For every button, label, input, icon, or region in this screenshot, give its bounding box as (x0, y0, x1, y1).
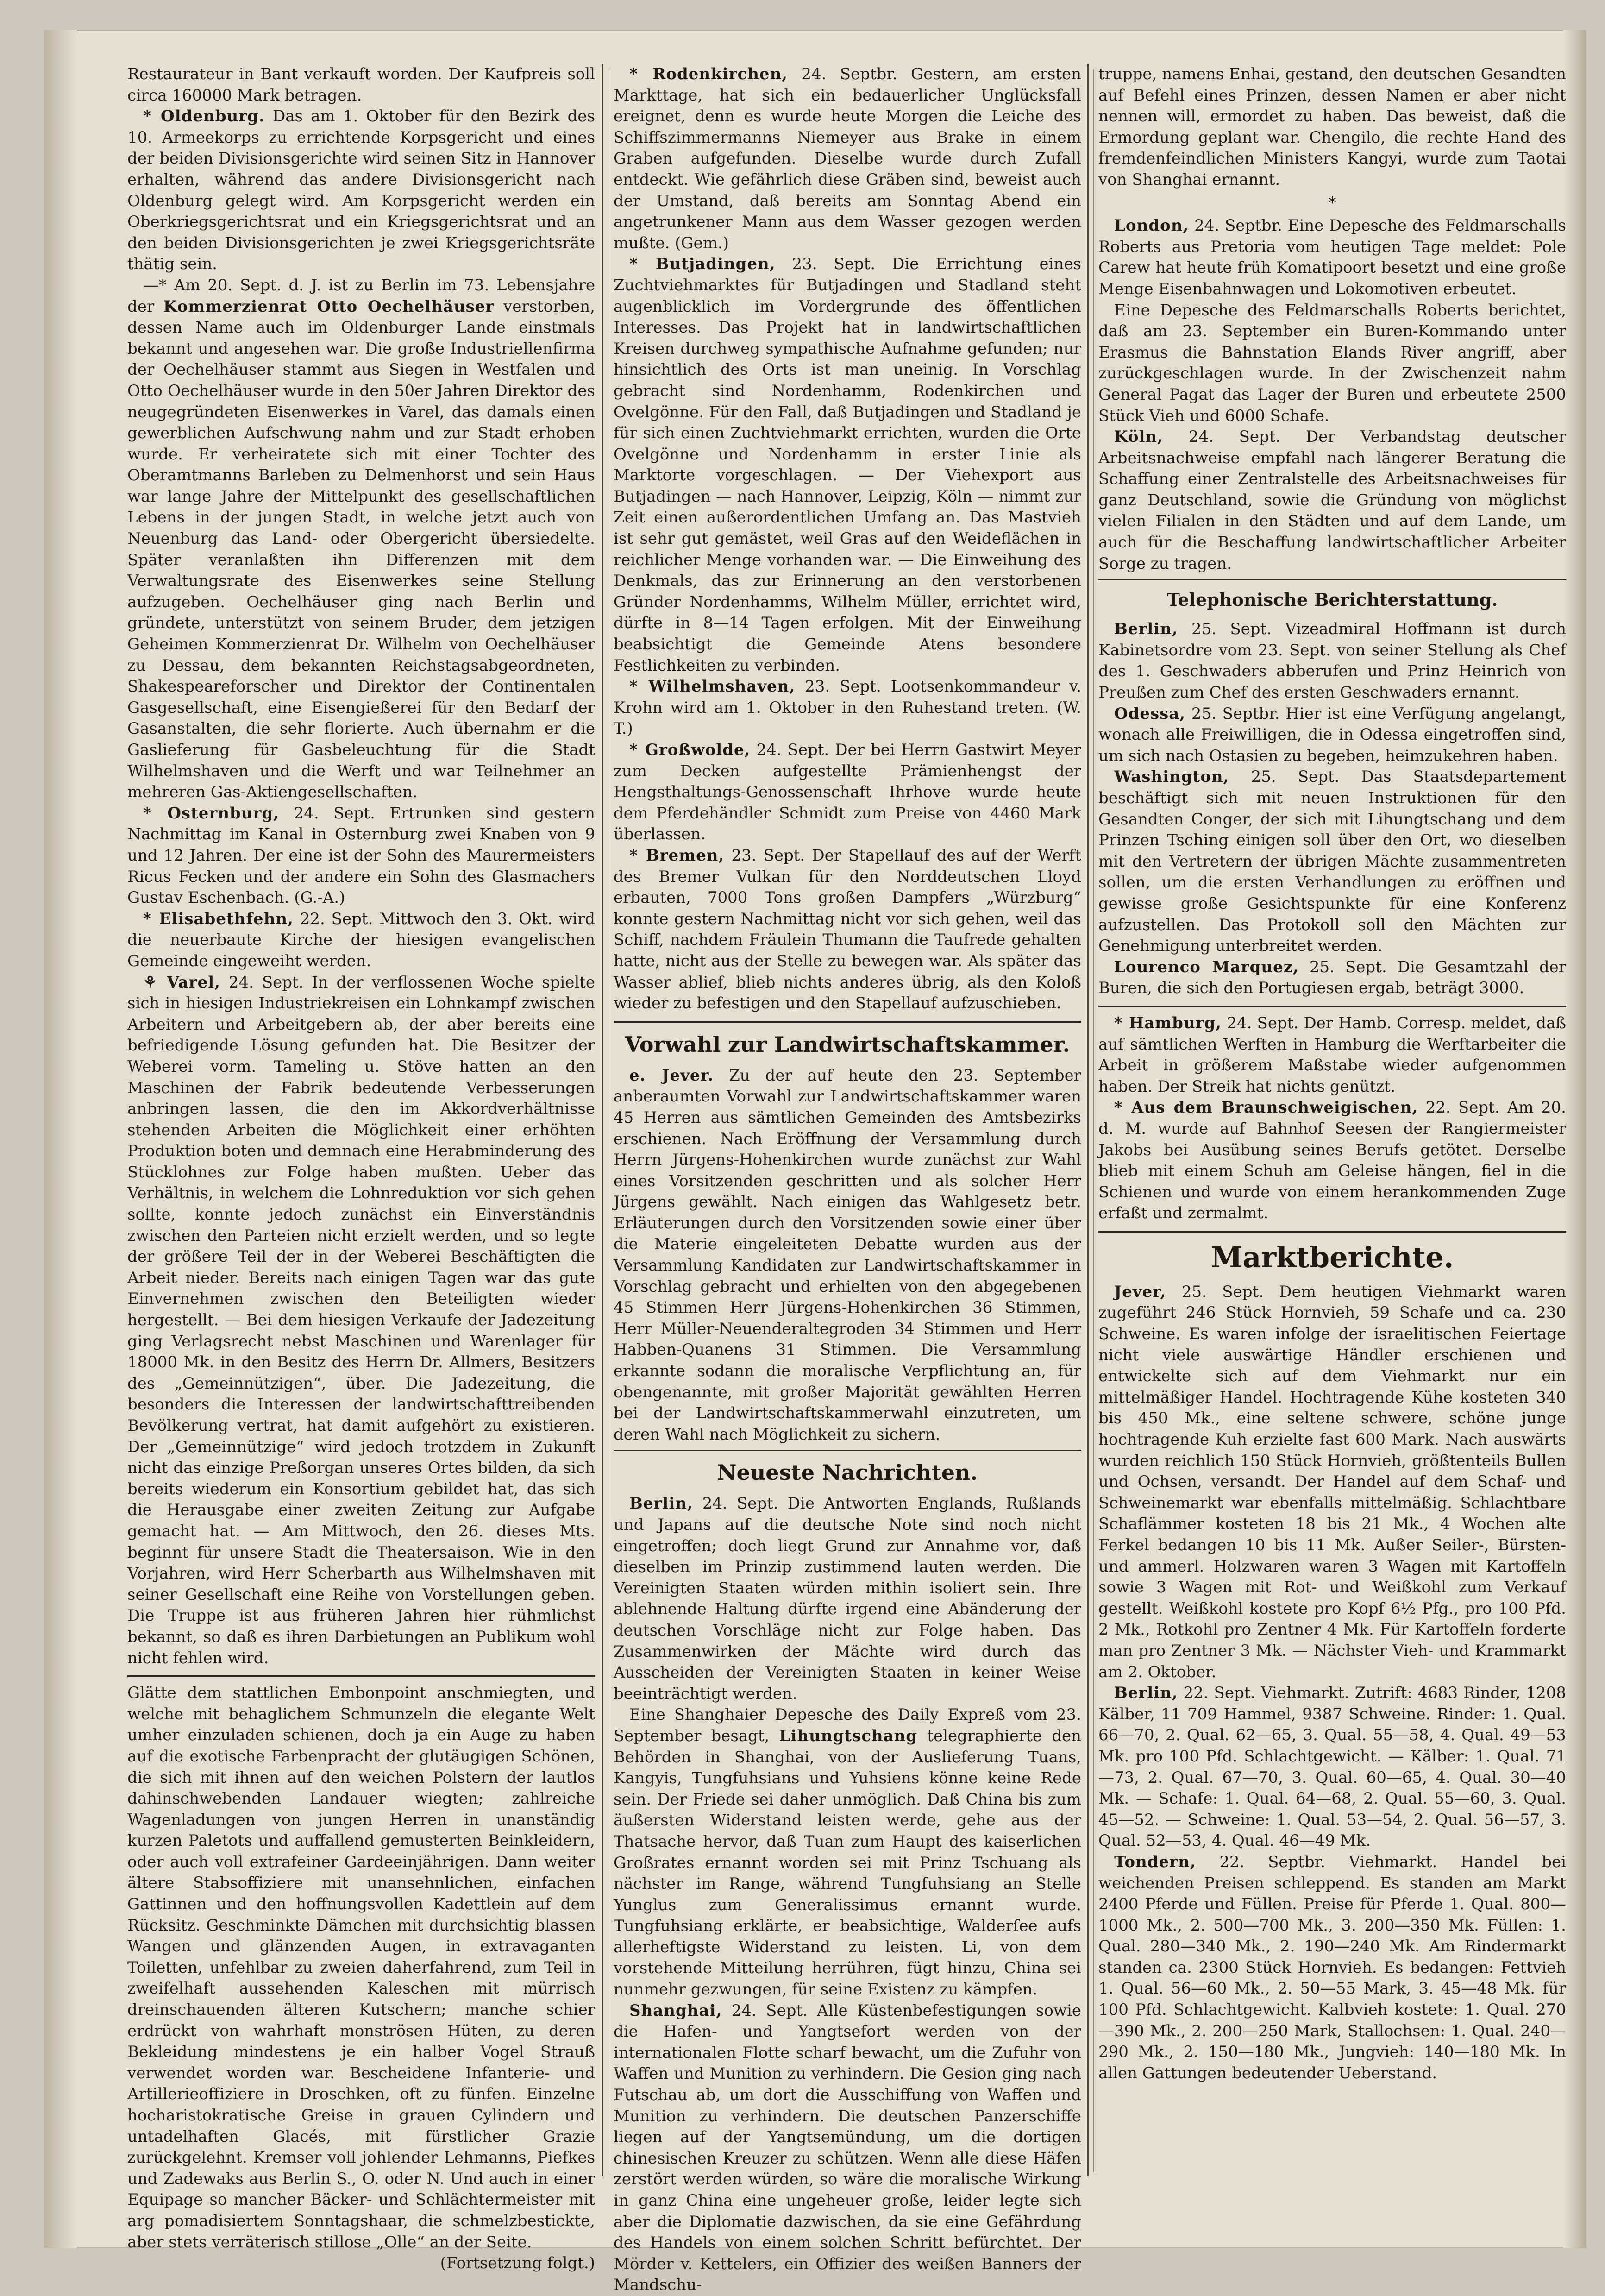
article (614, 676, 1081, 740)
article (614, 740, 1081, 845)
article-text: 25. Sept. Dem heutigen Viehmarkt waren zugeführt 246 Stück Hornvieh, 59 Schafe und ca. 230 Schweine. Es waren infolge der israelitischen Feiertage nicht viele auswärtige Händler erschienen und entwickelte sich auf dem Viehmarkt nur ein mittelmäßiger Handel. Hochtragende Kühe kosteten 340 bis 450 Mk., eine seltene schwere, schöne junge hochtragende Kuh erzielte fast 600 Mark. Nach auswärts wurden reichlich 150 Stück Hornvieh, größtenteils Bullen und Ochsen, versandt. Der Handel auf dem Schaf- und Schweinemarkt war ebenfalls mittelmäßig. Schlachtbare Schaflämmer kosteten 18 bis 21 Mk., 4 Wochen alte Ferkel bedangen 10 bis 11 Mk. Außer Seiler-, Bürsten- und ammerl. Holzwaren waren 3 Wagen mit Kartoffeln sowie 3 Wagen mit Rot- und Weißkohl zum Verkauf gestellt. Weißkohl kostete pro Kopf 6½ Pfg., pro 100 Pfd. 2 Mk., Rotkohl pro Zentner 4 Mk. Für Kartoffeln forderte man pro Zentner 3 Mk. — Nächster Vieh- und Krammarkt am 2. Oktober. (1098, 1282, 1566, 1681)
section-heading: Neueste Nachrichten. (717, 1460, 978, 1485)
page-gutter-shadow (44, 30, 77, 2248)
column-3 (1098, 64, 1566, 2185)
article (1098, 1683, 1566, 1852)
article-dateline: * Wilhelmshaven, (629, 677, 796, 696)
article (614, 845, 1081, 1014)
article (1098, 427, 1566, 574)
article-text: 22. Septbr. Viehmarkt. Handel bei weichenden Preisen schleppend. Es standen am Markt 2400 Pferde und Füllen. Preise für Pferde 1. Qual. 800—1000 Mk., 2. 500—700 Mk., 3. 200—350 Mk. Füllen: 1. Qual. 280—340 Mk., 2. 190—240 Mk. Am Rindermarkt standen ca. 2300 Stück Hornvieh. Es bedangen: Fettvieh 1. Qual. 56—60 Mk., 2. 50—55 Mark, 3. 45—48 Mk. für 100 Pfd. Schlachtgewicht. Kalbvieh kostete: 1. Qual. 270—390 Mk., 2. 200—250 Mark, Stallochsen: 1. Qual. 240—290 Mk., 2. 150—180 Mk., Jungvieh: 140—180 Mk. In allen Gattungen bedeutender Ueberstand. (1098, 1852, 1566, 2082)
article-dateline: * Elisabethfehn, (143, 909, 294, 928)
article-text: verstorben, dessen Name auch im Oldenburger Lande einstmals bekannt und angesehen war. Die große Industriellenfirma der Oechelhäuser stammt aus Siegen in Westfalen und Otto Oechelhäuser wurde in den 50er Jahren Direktor des neugegründeten Eisenwerkes in Varel, das damals einen gewerblichen Aufschwung nahm und zur Stadt erhoben wurde. Er verheiratete sich mit einer Tochter des Oberamtmanns Barleben zu Delmenhorst und sein Haus war lange Jahre der Mittelpunkt des gesellschaftlichen Lebens in der jungen Stadt, in welche jetzt auch von Neuenburg das Land- oder Obergericht übersiedelte. Später veranlaßten ihn Differenzen mit dem Verwaltungsrate des Eisenwerkes seine Stellung aufzugeben. Oechelhäuser ging nach Berlin und gründete, unterstützt von seinem Bruder, dem jetzigen Geheimen Kommerzienrat Dr. Wilhelm von Oechelhäuser zu Dessau, dem bekannten Reichstagsabgeordneten, Shakespeareforscher und Direktor der Continentalen Gasgesellschaft, eine Eisengießerei für den Bedarf der Gasanstalten, die sehr florierte. Auch übernahm er die Gaslieferung für Gasbeleuchtung für die Stadt Wilhelmshaven und die Werft und war Teilnehmer an mehreren Gas-Aktiengesellschaften. (127, 297, 595, 802)
article-dateline: Lourenco Marquez, (1114, 957, 1299, 976)
article-text: 24. Sept. Der Verbandstag deutscher Arbeitsnachweise empfahl nach längerer Beratung die Schaffung einer Zentralstelle des Arbeitsnachweises für ganz Deutschland, sowie die Gründung von möglichst vielen Filialen in den Städten und auf dem Lande, um auch für die Beschaffung landwirtschaftlicher Arbeiter Sorge zu tragen. (1098, 428, 1566, 573)
article (1098, 1282, 1566, 1683)
article (1098, 1097, 1566, 1224)
feuilleton-body: Glätte dem stattlichen Embonpoint anschmiegten, und welche mit behaglichem Schmunzeln die elegante Welt umher einzuladen schienen, doch ja ein Auge zu haben auf die exotische Farbenpracht der glutäugigen Schönen, die sich mit ihnen auf den weichen Polstern der lautlos dahinschwebenden Landauer wiegten; zahlreiche Wagenladungen von jungen Herren in unanständig kurzen Paletots und auffallend gemusterten Beinkleidern, oder auch voll extrafeiner Gardeeinjährigen. Dann weiter ältere Stabsoffiziere mit unansehnlichen, einfachen Gattinnen und den hoffnungsvollen Kadettlein auf dem Rücksitz. Geschminkte Dämchen mit durchsichtig blassen Wangen und glänzenden Augen, in extravaganten Toiletten, unfehlbar zu zweien daherfahrend, zum Teil in zweifelhaft aussehenden Kaleschen mit mürrisch dreinschauenden älteren Kutschern; manche schier erdrückt von wahrhaft monströsen Hüten, zu deren Bekleidung mindestens je ein halber Vogel Strauß verwendet worden war. Bescheidene Infanterie- und Artillerieoffiziere in Droschken, oft zu fünfen. Einzelne hocharistokratische Greise in grauen Cylindern und untadelhaften Glacés, mit fürstlicher Grazie zurückgelehnt. Kremser voll johlender Lehmanns, Piefkes und Zadewaks aus Berlin S., O. oder N. Und auch in einer Equipage so mancher Bäcker- und Schlächtermeister mit arg pomadisiertem Sonntagshaar, die schmelzbestickte, aber stets verräterisch stillose „Olle“ an der Seite. (127, 1684, 595, 2252)
section-rule (1098, 1006, 1566, 1007)
article (614, 2000, 1081, 2296)
article-text: 24. Sept. Der bei Herrn Gastwirt Meyer zum Decken aufgestellte Prämienhengst der Hengsthaltungs-Genossenschaft Ihrhove wurde heute dem Pferdehändler Schmidt zum Preise von 4460 Mark überlassen. (614, 741, 1081, 844)
article-dateline: Berlin, (629, 1494, 693, 1513)
article-text: 24. Sept. Alle Küstenbefestigungen sowie die Hafen- und Yangtsefort werden von der internationalen Flotte scharf bewacht, um die Zufuhr von Waffen und Munition zu verhindern. Die Gesion ging nach Futschau ab, um dort die Ausschiffung von Waffen und Munition zu verhindern. Die deutschen Panzerschiffe liegen auf der Yangtsemündung, um die dortigen chinesischen Kreuzer zu schützen. Wenn alle diese Häfen zerstört werden würden, so wäre die moralische Wirkung in ganz China eine ungeheuer große, leider legte sich aber die Diplomatie dazwischen, da sie eine Gefährdung des Handels von einem solchen Schritt befürchtet. Der Mörder v. Kettelers, ein Offizier des weißen Banners der Mandschu- (614, 2001, 1081, 2295)
article (614, 1705, 1081, 2000)
article-text: 24. Septbr. Eine Depesche des Feldmarschalls Roberts aus Pretoria vom heutigen Tage meldet: Pole Carew hat heute früh Komatipoort besetzt und eine große Menge Eisenbahnwagen und Lokomotiven erbeutet. (1098, 216, 1566, 298)
article-text: telegraphierte den Behörden in Shanghai, von der Auslieferung Tuans, Kangyis, Tungfuhsians und Yuhsiens könne keine Rede sein. Der Friede sei daher unmöglich. Daß China bis zum äußersten Widerstand leisten werde, gehe aus der Thatsache hervor, daß Tuan zum Haupt des kaiserlichen Großrates ernannt worden sei mit Prinz Tschuang als nächster im Range, während Tungfuhsiang an Stelle Yunglus zum Generalissimus ernannt wurde. Tungfuhsiang erklärte, er beabsichtige, Walderſee aufs allerheftigste Widerstand zu leisten. Li, von dem vorstehende Mitteilung herrühren, fügt hinzu, China sei nunmehr gezwungen, für seine Existenz zu kämpfen. (614, 1726, 1082, 1999)
article-dateline: Jever, (1114, 1282, 1166, 1301)
section-rule (1098, 579, 1566, 580)
article-dateline: Washington, (1114, 767, 1229, 786)
article-text: Das am 1. Oktober für den Bezirk des 10. Armeekorps zu errichtende Korpsgericht und eines der beiden Divisionsgerichte wird seinen Sitz in Hannover erhalten, während das andere Divisionsgericht nach Oldenburg gelegt wird. Am Korpsgericht werden ein Oberkriegsgerichtsrat und ein Kriegsgerichtsrat und an den beiden Divisionsgerichten je zwei Kriegsgerichtsräte thätig sein. (127, 107, 595, 274)
page-edge-shadow (1563, 30, 1586, 2248)
article-text: 24. Sept. Die Antworten Englands, Rußlands und Japans auf die deutsche Note sind noch nicht eingetroffen; doch liegt Grund zur Annahme vor, daß dieselben im Prinzip zustimmend lauten werden. Die Vereinigten Staaten würden mithin isoliert sein. Ihre ablehnende Haltung dürfte irgend eine Abänderung der deutschen Vorschläge nicht zur Folge haben. Das Zusammenwirken der Mächte wird durch das Ausscheiden der Vereinigten Staaten in keiner Weise beeinträchtigt werden. (614, 1494, 1081, 1703)
article (127, 972, 595, 1669)
article (614, 64, 1081, 254)
article (1098, 767, 1566, 956)
article-text: —* Am 20. Sept. d. J. ist zu Berlin im 73. Lebensjahre der (127, 276, 595, 316)
article-dateline: * Osternburg, (143, 804, 280, 823)
article-text: 22. Sept. Mittwoch den 3. Okt. wird die neuerbaute Kirche der hiesigen evangelischen Gemeinde eingeweiht werden. (127, 909, 595, 970)
article-text: 24. Sept. Der Hamb. Corresp. meldet, daß auf sämtlichen Werften in Hamburg die Werftarbeiter die Arbeit in größerem Maßstabe wieder aufgenommen haben. Der Streik hat nichts genützt. (1098, 1013, 1566, 1096)
article-text: 25. Septbr. Hier ist eine Verfügung angelangt, wonach alle Freiwilligen, die in Odessa eingetroffen sind, um sich nach Ostasien zu begeben, heimzukehren haben. (1098, 704, 1566, 765)
article (127, 909, 595, 972)
article-text: 22. Sept. Viehmarkt. Zutrift: 4683 Rinder, 1208 Kälber, 11 709 Hammel, 9387 Schweine. Rinder: 1. Qual. 66—70, 2. Qual. 62—65, 3. Qual. 55—58, 4. Qual. 49—53 Mk. pro 100 Pfd. Schlachtgewicht. — Kälber: 1. Qual. 71—73, 2. Qual. 67—70, 3. Qual. 60—65, 4. Qual. 30—40 Mk. — Schafe: 1. Qual. 64—68, 2. Qual. 55—60, 3. Qual. 45—52. — Schweine: 1. Qual. 53—54, 2. Qual. 56—57, 3. Qual. 52—53, 4. Qual. 46—49 Mk. (1098, 1684, 1567, 1850)
article (127, 106, 595, 275)
article-dateline: * Großwolde, (629, 741, 751, 759)
article-dateline: * Hamburg, (1114, 1013, 1222, 1032)
section-heading: Marktberichte. (1210, 1240, 1454, 1274)
article-text: 23. Sept. Lootsenkommandeur v. Krohn wird am 1. Oktober in den Ruhestand treten. (W. T.) (614, 677, 1082, 738)
article-dateline: ⚘ Varel, (143, 973, 220, 992)
article-dateline: Shanghai, (629, 2001, 722, 2020)
article-dateline: Berlin, (1114, 620, 1178, 639)
article (127, 803, 595, 909)
article (1098, 1013, 1566, 1097)
feuilleton-separator (127, 1675, 595, 1677)
article (1098, 957, 1566, 999)
article-text: Restaurateur in Bant verkauft worden. Der Kaufpreis soll circa 160000 Mark betragen. (127, 65, 595, 105)
section-heading: Vorwahl zur Landwirtschaftskammer. (625, 1032, 1070, 1057)
article-dateline: * Aus dem Braunschweigischen, (1114, 1098, 1418, 1117)
article-text: 24. Sept. In der verflossenen Woche spielte sich in hiesigen Industriekreisen ein Lohnkampf zwischen Arbeitern und Arbeitgebern ab, der aber bereits eine befriedigende Lösung gefunden hat. Die Besitzer der Weberei vorm. Tameling u. Stöve hatten an den Maschinen der Fabrik bedeutende Verbesserungen anbringen lassen, die den im Akkordverhältnisse stehenden Arbeiten die Möglichkeit einer erhöhten Produktion boten und demnach eine Herabminderung des Stücklohnes zur Folge haben mußten. Ueber das Verhältnis, in welchem die Lohnreduktion vor sich gehen sollte, konnte jedoch zunächst ein Einverständnis zwischen den Parteien nicht erzielt werden, und so legte der größere Teil der in der Weberei Beschäftigten die Arbeit nieder. Bereits nach einigen Tagen war das gute Einvernehmen zwischen den Beteiligten wieder hergestellt. — Bei dem hiesigen Verkaufe der Jadezeitung ging Verlagsrecht nebst Maschinen und Warenlager für 18000 Mk. in den Besitz des Herrn Dr. Allmers, Besitzers des „Gemeinnützigen“, über. Die Jadezeitung, die besonders die Interessen der landwirtschafttreibenden Bevölkerung vertrat, hat damit aufgehört zu existieren. Der „Gemeinnützige“ wird jedoch trotzdem in Zukunft nicht das einzige Preßorgan unseres Ortes bilden, da sich bereits wiederum ein Konsortium gebildet hat, das sich die Herausgabe einer zweiten Zeitung zur Aufgabe gemacht hat. — Am Mittwoch, den 26. dieses Mts. beginnt für unsere Stadt die Theatersaison. Wie in den Vorjahren, wird Herr Scherbarth aus Wilhelmshaven mit seiner Gesellschaft eine Reihe von Vorstellungen geben. Die Truppe ist aus früheren Jahren hier rühmlichst bekannt, so daß es ihren Darbietungen an Publikum wohl nicht fehlen wird. (127, 973, 596, 1667)
column-divider (602, 64, 603, 2176)
article-text: truppe, namens Enhai, gestand, den deutschen Gesandten auf Befehl eines Prinzen, dessen Namen er aber nicht nennen will, ermordet zu haben. Das beweist, daß die Ermordung geplant war. Chengilo, die rechte Hand des fremdenfeindlichen Ministers Kangyi, wurde zum Taotai von Shanghai ernannt. (1098, 65, 1566, 189)
article-dateline: e. Jever. (629, 1066, 714, 1085)
article (1098, 1852, 1566, 2084)
article-dateline: * Oldenburg. (143, 107, 265, 126)
article-dateline: Odessa, (1114, 704, 1186, 723)
article-text: 25. Sept. Das Staatsdepartement beschäftigt sich mit neuen Instruktionen für den Gesandten Conger, der sich mit Lihungtschang und dem Prinzen Tsching einigen soll über den Ort, wo dieselben mit den Vertretern der übrigen Mächte zusammentreten sollen, um die ersten Verhandlungen zu eröffnen und gewisse große Gesichtspunkte für eine Konferenz aufzustellen. Das Protokoll soll den Mächten zur Genehmigung unterbreitet werden. (1098, 767, 1567, 956)
article-highlight: Lihungtschang (779, 1726, 918, 1745)
article-dateline: Berlin, (1114, 1684, 1178, 1703)
column-divider (1087, 64, 1089, 2176)
column-1 (127, 64, 596, 2273)
separator-asterisk: * (1328, 193, 1336, 212)
section-heading: Telephonische Berichterstattung. (1166, 589, 1498, 610)
article (127, 275, 595, 803)
article-text: Eine Depesche des Feldmarschalls Roberts berichtet, daß am 23. September ein Buren-Kommando unter Erasmus die Bahnstation Elands River angriff, aber zurückgeschlagen wurde. In der Zwischenzeit nahm General Pagat das Lager der Buren und erbeutete 2500 Stück Vieh und 6000 Schafe. (1098, 301, 1566, 425)
article (1098, 619, 1566, 703)
article-text: 24. Septbr. Gestern, am ersten Markttage, hat sich ein bedauerlicher Unglücksfall ereignet, denn es wurde heute Morgen die Leiche des Schiffszimmermanns Niemeyer aus Brake in einem Graben aufgefunden. Dieselbe wurde durch Zufall entdeckt. Wie gefährlich diese Gräben sind, beweist auch der Umstand, daß bereits am Sonntag Abend ein angetrunkener Mann aus dem Wasser gezogen werden mußte. (Gem.) (614, 65, 1081, 252)
article-text: 23. Sept. Der Stapellauf des auf der Werft des Bremer Vulkan für den Norddeutschen Lloyd erbauten, 7000 Tons großen Dampfers „Würzburg“ konnte gestern Nachmittag nicht vor sich gehen, weil das Schiff, nachdem Fräulein Thumann die Taufrede gehalten hatte, nicht aus der Stelle zu bewegen war. Als später das Wasser ablief, blieb nichts anderes übrig, als den Koloß wieder zu befestigen und den Stapellauf aufzuschieben. (614, 846, 1081, 1013)
section-rule (614, 1450, 1081, 1451)
section-rule (614, 1021, 1081, 1023)
article-text: Zu der auf heute den 23. September anberaumten Vorwahl zur Landwirtschaftskammer waren 45 Herren aus sämtlichen Gemeinden des Amtsbezirks erschienen. Nach Eröffnung der Versammlung durch Herrn Jürgens-Hohenkirchen wurde zunächst zur Wahl eines Vorsitzenden geschritten und als solcher Herr Jürgens gewählt. Nach einigen das Wahlgesetz betr. Erläuterungen durch den Vorsitzenden sowie einer über die Materie eingeleiteten Debatte wurden aus der Versammlung Kandidaten zur Landwirtschaftskammer in Vorschlag gebracht und erhielten von den abgegebenen 45 Stimmen Herr Jürgens-Hohenkirchen 36 Stimmen, Herr Müller-Neuenderaltegroden 34 Stimmen und Herr Habben-Quanens 31 Stimmen. Die Versammlung erkannte sodann die moralische Verpflichtung an, für obengenannte, mit großer Majorität gewählten Herren bei der Landwirtschaftskammerwahl einzutreten, um deren Wahl nach Möglichkeit zu sichern. (614, 1066, 1082, 1444)
article-dateline: * Butjadingen, (629, 255, 776, 274)
article-text: 24. Sept. Ertrunken sind gestern Nachmittag im Kanal in Osternburg zwei Knaben von 9 und 12 Jahren. Der eine ist der Sohn des Maurermeisters Ricus Fecken und der andere ein Sohn des Glasmachers Gustav Eschenbach. (G.-A.) (127, 804, 596, 907)
article-dateline: * Bremen, (629, 846, 725, 865)
column-2 (614, 64, 1082, 2295)
continuation-note: (Fortsetzung folgt.) (440, 2254, 595, 2273)
article-text: 23. Sept. Die Errichtung eines Zuchtviehmarktes für Butjadingen und Stadland steht augenblicklich im Vordergrunde des öffentlichen Interesses. Das Projekt hat in landwirtschaftlichen Kreisen durchweg sympathische Aufnahme gefunden; nur hinsichtlich des Orts ist man uneinig. In Vorschlag gebracht sind Nordenhamm, Rodenkirchen und Ovelgönne. Für den Fall, daß Butjadingen und Stadland je für sich einen Zuchtviehmarkt errichten, wurden die Orte Ovelgönne und Nordenhamm in erster Linie als Marktorte vorgeschlagen. — Der Viehexport aus Butjadingen — nach Hannover, Leipzig, Köln — nimmt zur Zeit einen außerordentlichen Umfang an. Das Mastvieh ist sehr gut gemästet, weil Gras auf den Weideflächen in reichlicher Menge vorhanden war. — Die Einweihung des Denkmals, das zur Erinnerung an den verstorbenen Gründer Nordenhamms, Wilhelm Müller, errichtet wird, dürfte in 8—14 Tagen erfolgen. Mit der Einweihung beabsichtigt die Gemeinde Atens besondere Festlichkeiten zu verbinden. (614, 255, 1082, 675)
article-highlight: Kommerzienrat Otto Oechelhäuser (163, 297, 495, 316)
article (614, 254, 1081, 676)
article-dateline: Tondern, (1114, 1852, 1196, 1871)
section-rule (1098, 1231, 1566, 1233)
article (1098, 215, 1566, 300)
article-text: 22. Sept. Am 20. d. M. wurde auf Bahnhof Seesen der Rangiermeister Jakobs bei Ausübung seines Berufs getötet. Derselbe blieb mit einem Schuh am Geleise hängen, fiel in die Schienen und wurde von einem herankommenden Zuge erfaßt und zermalmt. (1098, 1098, 1566, 1223)
article-text: Eine Shanghaier Depesche des Daily Expreß vom 23. September besagt, (614, 1705, 1081, 1745)
feuilleton-text (127, 1683, 595, 2273)
article-dateline: London, (1114, 216, 1189, 235)
article-text: 25. Sept. Vizeadmiral Hoffmann ist durch Kabinetsordre vom 23. Sept. von seiner Stellung als Chef des 1. Geschwaders abberufen und Prinz Heinrich von Preußen zum Chef des ersten Geschwaders ernannt. (1098, 620, 1566, 702)
article-dateline: * Rodenkirchen, (629, 65, 788, 83)
article-text: 25. Sept. Die Gesamtzahl der Buren, die sich den Portugiesen ergab, beträgt 3000. (1098, 957, 1567, 998)
article (614, 1065, 1081, 1446)
article (1098, 704, 1566, 767)
article-dateline: Köln, (1114, 428, 1163, 447)
article (614, 1493, 1081, 1705)
column-divider (1093, 69, 1094, 2172)
